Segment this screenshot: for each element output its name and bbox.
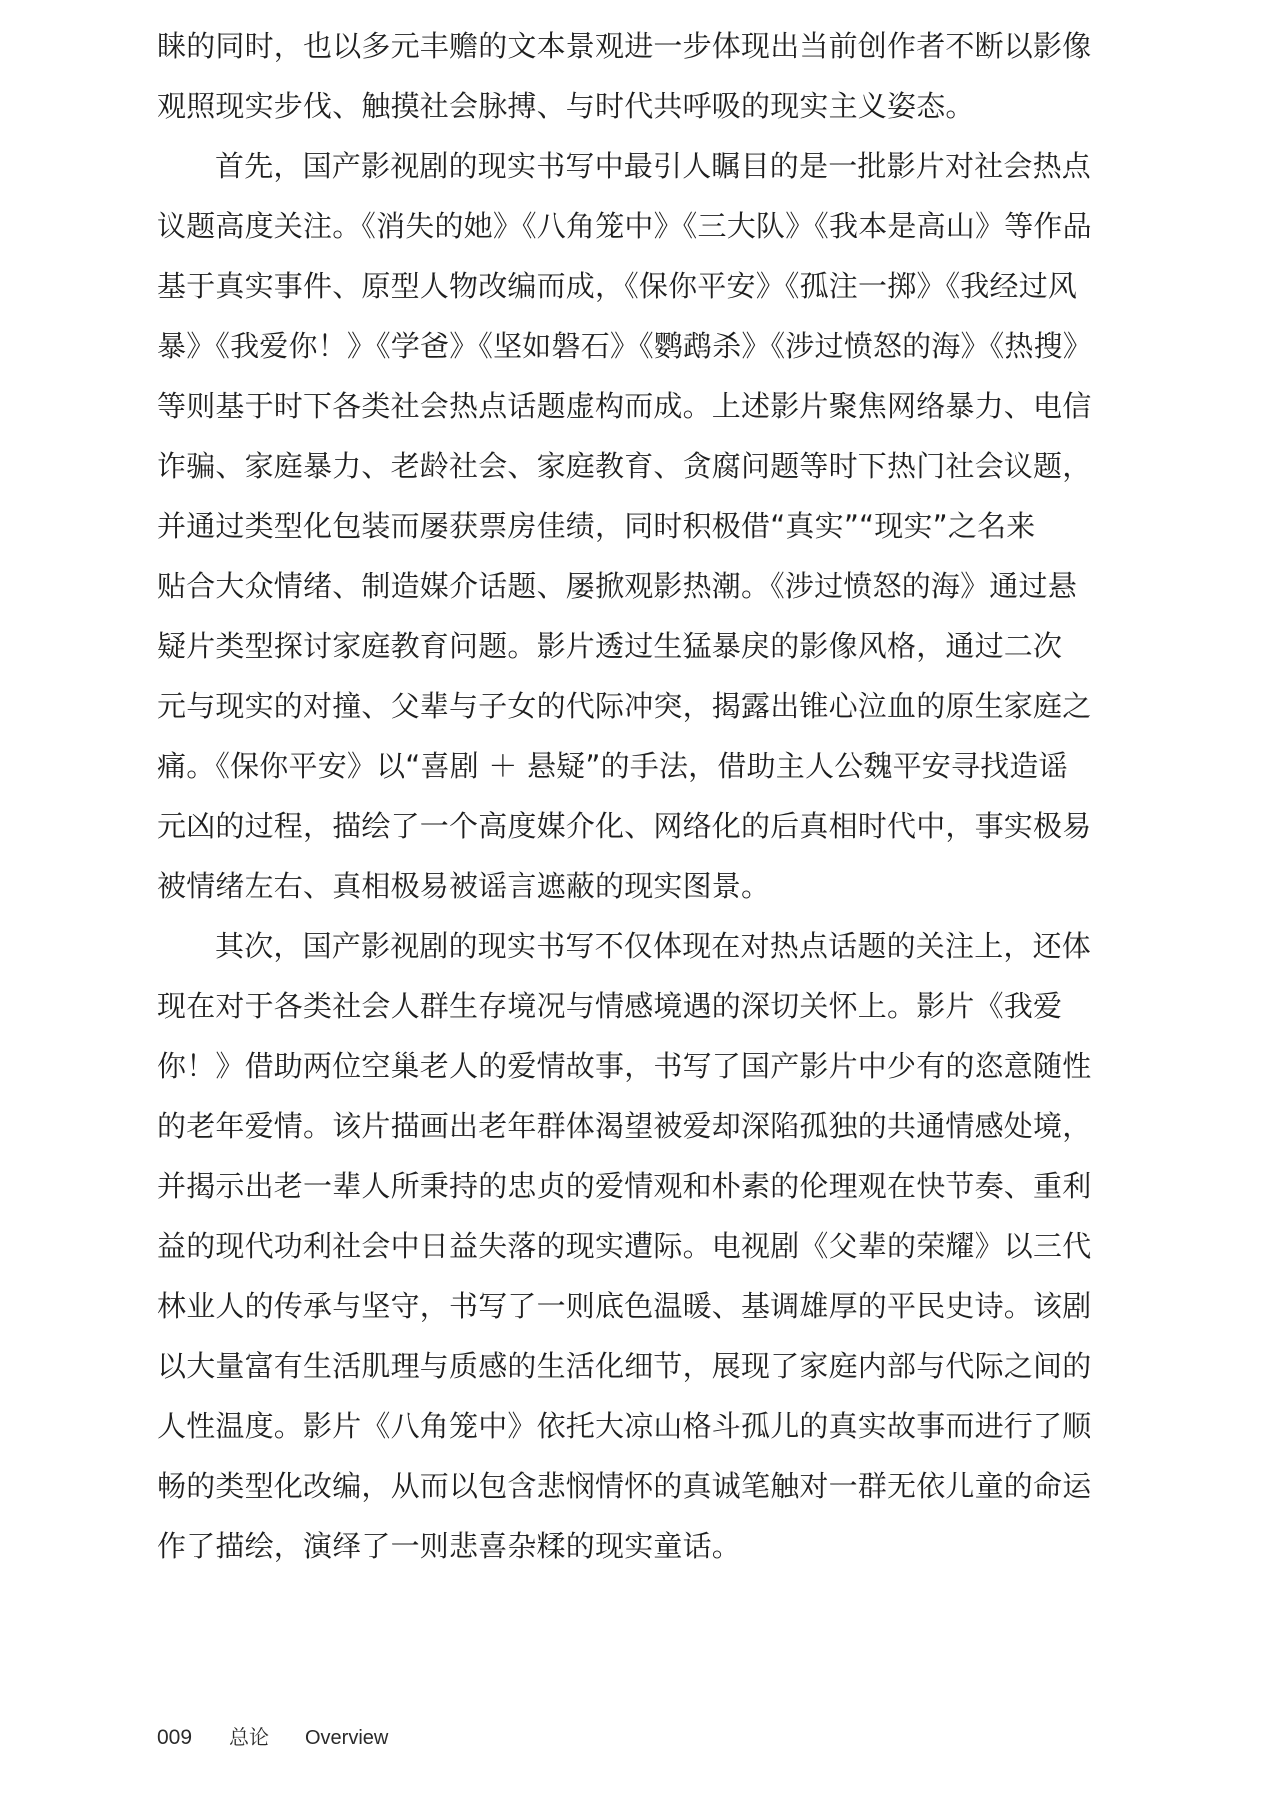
line-text: 其次，国产影视剧的现实书写不仅体现在对热点话题的关注上，还体	[215, 929, 1092, 963]
paragraph-first-line	[157, 136, 1137, 196]
text-line	[157, 616, 1137, 676]
text-line	[157, 736, 1137, 796]
text-line	[157, 16, 1137, 76]
line-text: 议题高度关注。《消失的她》《八角笼中》《三大队》《我本是高山》等作品	[157, 209, 1092, 243]
text-line	[157, 1036, 1137, 1096]
line-text: 现在对于各类社会人群生存境况与情感境遇的深切关怀上。影片《我爱	[157, 989, 1063, 1023]
line-text: 的老年爱情。该片描画出老年群体渴望被爱却深陷孤独的共通情感处境，	[157, 1109, 1092, 1143]
line-text: 益的现代功利社会中日益失落的现实遭际。电视剧《父辈的荣耀》以三代	[157, 1229, 1092, 1263]
line-text: 疑片类型探讨家庭教育问题。影片透过生猛暴戾的影像风格，通过二次	[157, 629, 1063, 663]
line-text: 首先，国产影视剧的现实书写中最引人瞩目的是一批影片对社会热点	[215, 149, 1092, 183]
text-line	[157, 1336, 1137, 1396]
text-line	[157, 676, 1137, 736]
line-text: 基于真实事件、原型人物改编而成，《保你平安》《孤注一掷》《我经过风	[157, 269, 1078, 303]
paragraph-first-line	[157, 916, 1137, 976]
line-text: 你！》借助两位空巢老人的爱情故事，书写了国产影片中少有的恣意随性	[157, 1049, 1092, 1083]
text-line	[157, 1216, 1137, 1276]
paragraph-last-line	[157, 1516, 1137, 1576]
text-line	[157, 496, 1137, 556]
text-line	[157, 316, 1137, 376]
line-text: 并揭示出老一辈人所秉持的忠贞的爱情观和朴素的伦理观在快节奏、重利	[157, 1169, 1092, 1203]
line-text: 畅的类型化改编，从而以包含悲悯情怀的真诚笔触对一群无依儿童的命运	[157, 1469, 1092, 1503]
text-line	[157, 1276, 1137, 1336]
line-text: 观照现实步伐、触摸社会脉搏、与时代共呼吸的现实主义姿态。	[157, 89, 975, 123]
line-text: 等则基于时下各类社会热点话题虚构而成。上述影片聚焦网络暴力、电信	[157, 389, 1092, 423]
section-title-english: Overview	[305, 1727, 389, 1749]
text-line	[157, 196, 1137, 256]
line-text: 痛。《保你平安》以“喜剧 ＋ 悬疑”的手法，借助主人公魏平安寻找造谣	[157, 749, 1068, 783]
page-footer	[157, 1722, 388, 1752]
text-line	[157, 796, 1137, 856]
line-text: 作了描绘，演绎了一则悲喜杂糅的现实童话。	[157, 1529, 742, 1563]
line-text: 诈骗、家庭暴力、老龄社会、家庭教育、贪腐问题等时下热门社会议题，	[157, 449, 1092, 483]
text-line	[157, 76, 1137, 136]
line-text: 睐的同时，也以多元丰赡的文本景观进一步体现出当前创作者不断以影像	[157, 29, 1092, 63]
line-text: 被情绪左右、真相极易被谣言遮蔽的现实图景。	[157, 869, 771, 903]
line-text: 并通过类型化包装而屡获票房佳绩，同时积极借“真实”“现实”之名来	[157, 509, 1036, 543]
text-line	[157, 1396, 1137, 1456]
line-text: 林业人的传承与坚守，书写了一则底色温暖、基调雄厚的平民史诗。该剧	[157, 1289, 1092, 1323]
line-text: 以大量富有生活肌理与质感的生活化细节，展现了家庭内部与代际之间的	[157, 1349, 1092, 1383]
text-line	[157, 556, 1137, 616]
page-number: 009	[157, 1726, 193, 1749]
line-text: 人性温度。影片《八角笼中》依托大凉山格斗孤儿的真实故事而进行了顺	[157, 1409, 1092, 1443]
line-text: 元凶的过程，描绘了一个高度媒介化、网络化的后真相时代中，事实极易	[157, 809, 1092, 843]
text-line	[157, 1456, 1137, 1516]
text-line	[157, 256, 1137, 316]
paragraph-last-line	[157, 856, 1137, 916]
article-body	[157, 16, 1137, 1576]
line-text: 元与现实的对撞、父辈与子女的代际冲突，揭露出锥心泣血的原生家庭之	[157, 689, 1092, 723]
text-line	[157, 1096, 1137, 1156]
line-text: 贴合大众情绪、制造媒介话题、屡掀观影热潮。《涉过愤怒的海》通过悬	[157, 569, 1077, 603]
text-line	[157, 436, 1137, 496]
text-line	[157, 376, 1137, 436]
text-line	[157, 976, 1137, 1036]
text-line	[157, 1156, 1137, 1216]
line-text: 暴》《我爱你！》《学爸》《坚如磐石》《鹦鹉杀》《涉过愤怒的海》《热搜》	[157, 329, 1093, 363]
section-title-chinese: 总论	[229, 1725, 269, 1749]
